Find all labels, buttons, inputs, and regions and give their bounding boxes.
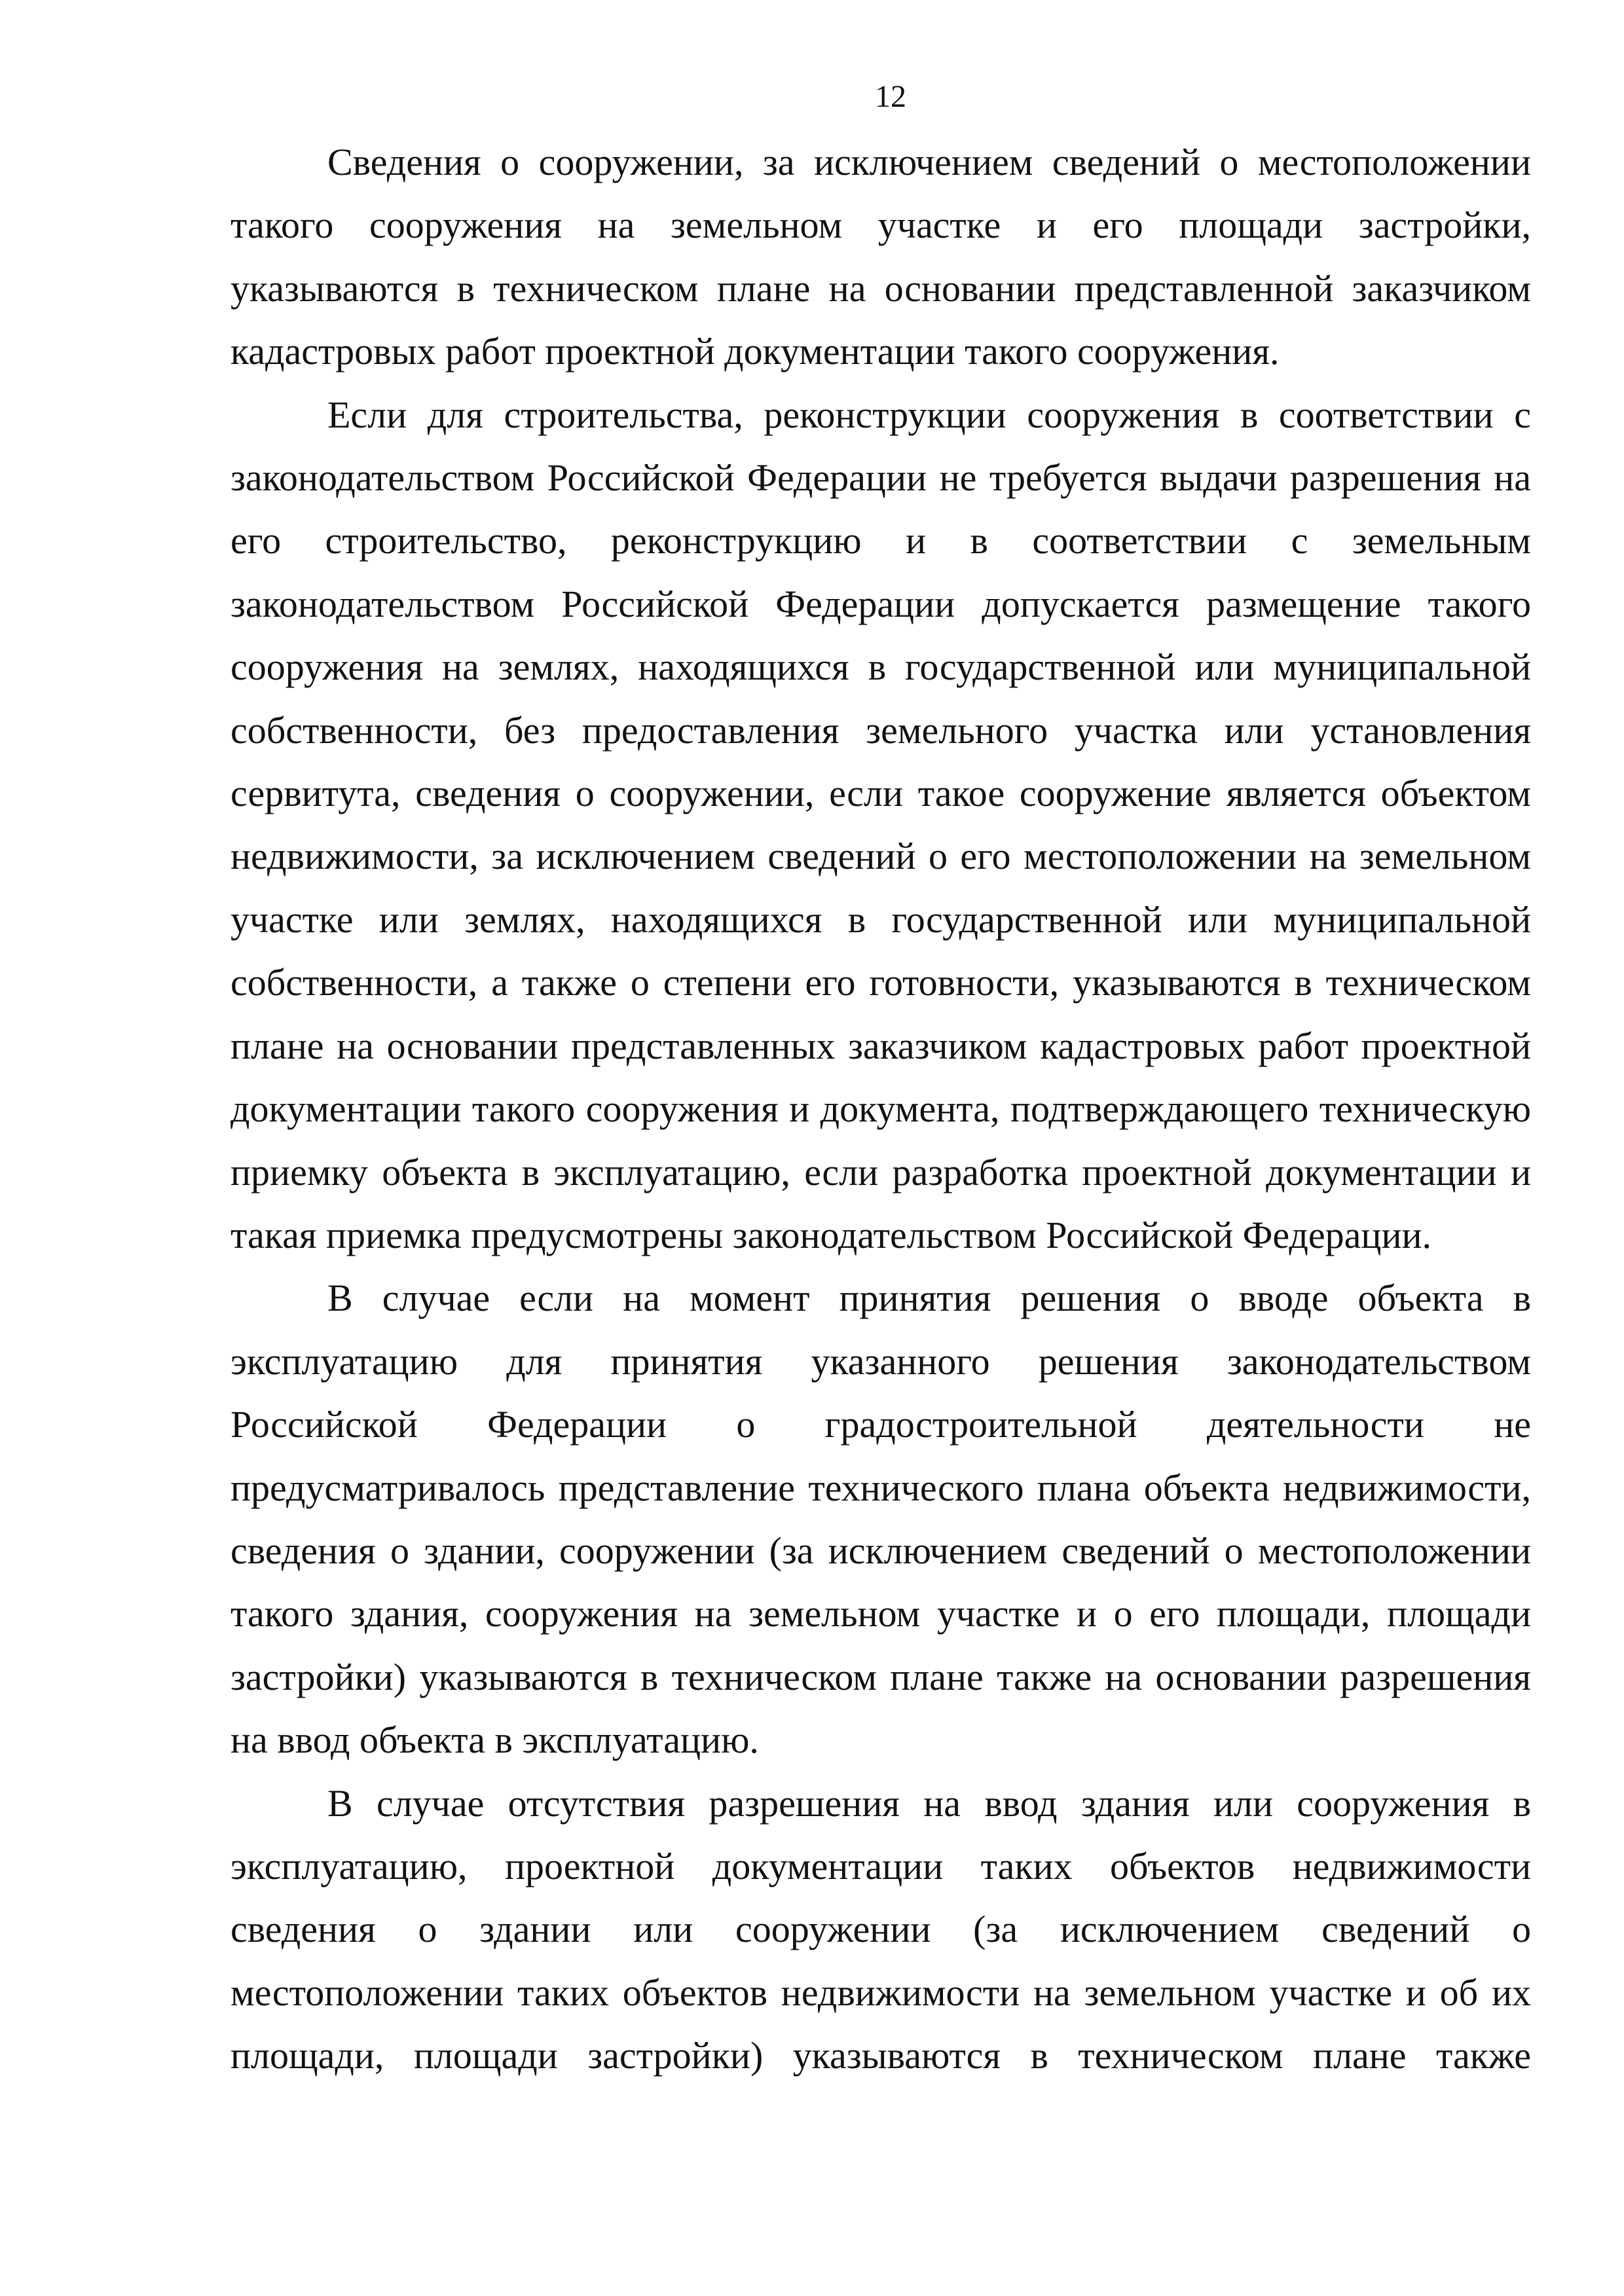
paragraph: В случае отсутствия разрешения на ввод здания или сооружения в эксплуатацию, проектной документации таких объектов недвижимости сведения о здании или сооружении (за исключением сведений о местоположении таких объектов недвижимости на земельном участке и об их площади, площади застройки) указываются в техническом плане также [231,1781,1531,2077]
paragraph: В случае если на момент принятия решения о вводе объекта в эксплуатацию для принятия указанного решения законодательством Российской Федерации о градостроительной деятельности не предусматривалось представление технического плана объекта недвижимости, сведения о здании, сооружении (за исключением сведений о местоположении такого здания, сооружения на земельном участке и о его площади, площади застройки) указываются в техническом плане также на основании разрешения на ввод объекта в эксплуатацию. [231,1277,1531,1762]
document-body [231,131,1531,2088]
paragraph: Если для строительства, реконструкции сооружения в соответствии с законодательством Российской Федерации не требуется выдачи разрешения на его строительство, реконструкцию и в соответствии с земельным законодательством Российской Федерации допускается размещение такого сооружения на землях, находящихся в государственной или муниципальной собственности, без предоставления земельного участка или установления сервитута, сведения о сооружении, если такое сооружение является объектом недвижимости, за исключением сведений о его местоположении на земельном участке или землях, находящихся в государственной или муниципальной собственности, а также о степени его готовности, указываются в техническом плане на основании представленных заказчиком кадастровых работ проектной документации такого сооружения и документа, подтверждающего техническую приемку объекта в эксплуатацию, если разработка проектной документации и такая приемка предусмотрены законодательством Российской Федерации. [231,393,1531,1256]
paragraph: Сведения о сооружении, за исключением сведений о местоположении такого сооружения на земельном участке и его площади застройки, указываются в техническом плане на основании представленной заказчиком кадастровых работ проектной документации такого сооружения. [231,141,1531,373]
page-number: 12 [875,79,906,114]
